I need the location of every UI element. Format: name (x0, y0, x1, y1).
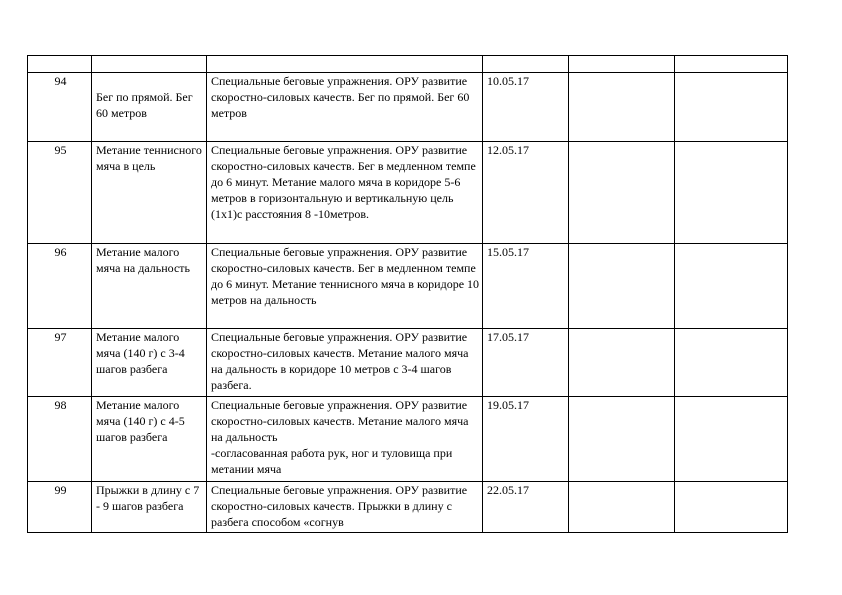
lesson-number: 94 (28, 73, 92, 142)
table-row (28, 73, 788, 142)
lesson-content: Специальные беговые упражнения. ОРУ развитие скоростно-силовых качеств. Прыжки в длину с разбега способом «согнув (207, 482, 483, 533)
table-cell (483, 56, 569, 73)
table-row (28, 397, 788, 482)
table-cell (569, 73, 675, 142)
lesson-date: 12.05.17 (483, 142, 569, 244)
lesson-number: 96 (28, 244, 92, 329)
table-cell (675, 329, 788, 397)
lesson-topic: Метание малого мяча (140 г) с 4-5 шагов разбега (92, 397, 207, 482)
table-cell (675, 482, 788, 533)
lesson-content: Специальные беговые упражнения. ОРУ развитие скоростно-силовых качеств. Бег в медленном темпе до 6 минут. Метание малого мяча в коридоре 5-6 метров в горизонтальную и вертикальную цель (1х1)с расстояния 8 -10метров. (207, 142, 483, 244)
lesson-date: 19.05.17 (483, 397, 569, 482)
table-cell (28, 56, 92, 73)
table-cell (675, 244, 788, 329)
lesson-topic-text: Бег по прямой. Бег 60 метров (96, 90, 193, 120)
table-cell (92, 56, 207, 73)
table-cell (569, 142, 675, 244)
lesson-content-text: Специальные беговые упражнения. ОРУ развитие скоростно-силовых качеств. Метание малого мяча на дальность -согласованная работа рук, ног и туловища при метании мяча (211, 398, 469, 476)
lesson-date: 17.05.17 (483, 329, 569, 397)
table-row (28, 56, 788, 73)
lesson-number: 97 (28, 329, 92, 397)
table-row (28, 142, 788, 244)
lesson-plan-table (27, 55, 788, 533)
table-cell (675, 56, 788, 73)
lesson-content (207, 397, 483, 482)
lesson-date: 22.05.17 (483, 482, 569, 533)
table-cell (675, 142, 788, 244)
table-cell (569, 329, 675, 397)
lesson-date: 15.05.17 (483, 244, 569, 329)
table-cell (207, 56, 483, 73)
table-row (28, 329, 788, 397)
table-cell (569, 397, 675, 482)
table-cell (569, 482, 675, 533)
lesson-number: 98 (28, 397, 92, 482)
lesson-content: Специальные беговые упражнения. ОРУ развитие скоростно-силовых качеств. Бег по прямой. Бег 60 метров (207, 73, 483, 142)
table-cell (569, 244, 675, 329)
table-cell (675, 397, 788, 482)
table-row (28, 244, 788, 329)
lesson-topic (92, 73, 207, 142)
lesson-date: 10.05.17 (483, 73, 569, 142)
lesson-content: Специальные беговые упражнения. ОРУ развитие скоростно-силовых качеств. Метание малого мяча на дальность в коридоре 10 метров с 3-4 шагов разбега. (207, 329, 483, 397)
lesson-topic: Прыжки в длину с 7 - 9 шагов разбега (92, 482, 207, 533)
lesson-number: 99 (28, 482, 92, 533)
table-row (28, 482, 788, 533)
lesson-topic: Метание малого мяча (140 г) с 3-4 шагов разбега (92, 329, 207, 397)
lesson-content: Специальные беговые упражнения. ОРУ развитие скоростно-силовых качеств. Бег в медленном темпе до 6 минут. Метание теннисного мяча в коридоре 10 метров на дальность (207, 244, 483, 329)
table-cell (675, 73, 788, 142)
lesson-number: 95 (28, 142, 92, 244)
lesson-topic: Метание теннисного мяча в цель (92, 142, 207, 244)
lesson-topic: Метание малого мяча на дальность (92, 244, 207, 329)
table-cell (569, 56, 675, 73)
